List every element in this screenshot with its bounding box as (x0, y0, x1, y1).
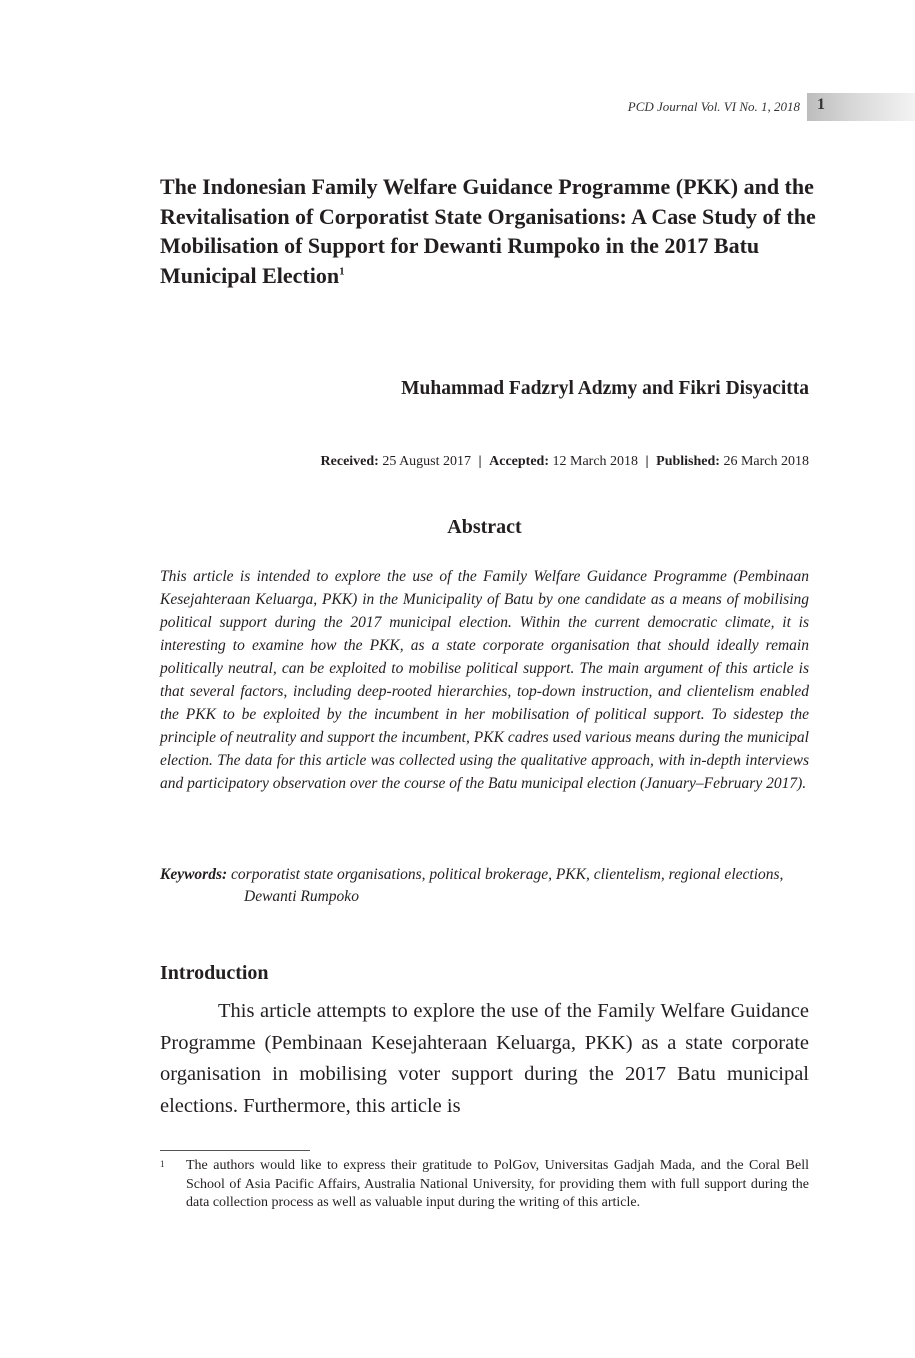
introduction-heading: Introduction (160, 962, 269, 984)
received-date: 25 August 2017 (382, 454, 472, 469)
footnote-text: The authors would like to express their gratitude to PolGov, Universitas Gadjah Mada, and the Coral Bell School of Asia Pacific Affairs, Australia National University, for providing them with full support during the data collection process as well as valuable input during the writing of this article. (186, 1158, 809, 1210)
article-title-text: The Indonesian Family Welfare Guidance Programme (PKK) and the Revitalisation of Corporatist State Organisations: A Case Study of the Mobilisation of Support for Dewanti Rumpoko in the 2017 Batu Municipal Election (160, 174, 816, 288)
abstract-heading: Abstract (447, 516, 522, 538)
running-head: PCD Journal Vol. VI No. 1, 2018 (627, 99, 800, 114)
footnote (160, 1157, 809, 1213)
keywords-label: Keywords: (160, 866, 228, 883)
abstract-text: This article is intended to explore the use of the Family Welfare Guidance Programme (Pembinaan Kesejahteraan Keluarga, PKK) in the Municipality of Batu by one candidate as a means of mobilising political support during the 2017 municipal election. Within the current democratic climate, it is interesting to examine how the PKK, as a state corporate organisation that should ideally remain politically neutral, can be exploited to mobilise political support. The main argument of this article is that several factors, including deep-rooted hierarchies, top-down instruction, and clientelism enabled the PKK to be exploited by the incumbent in her mobilisation of political support. To sidestep the principle of neutrality and support the incumbent, PKK cadres used various means during the municipal election. The data for this article was collected using the qualitative approach, with in-depth interviews and participatory observation over the course of the Batu municipal election (January–February 2017). (160, 568, 809, 792)
date-separator: | (645, 454, 649, 469)
published-label: Published: (656, 454, 720, 469)
page-number-tab (807, 93, 915, 121)
footnote-mark: 1 (160, 1159, 165, 1169)
received-label: Received: (320, 454, 379, 469)
authors: Muhammad Fadzryl Adzmy and Fikri Disyacitta (401, 378, 809, 399)
publication-dates (321, 454, 809, 470)
date-separator: | (478, 454, 482, 469)
accepted-date: 12 March 2018 (552, 454, 639, 469)
introduction-text: This article attempts to explore the use of the Family Welfare Guidance Programme (Pembinaan Kesejahteraan Keluarga, PKK) as a state corporate organisation in mobilising voter support during the 2017 Batu municipal elections. Furthermore, this article is (160, 1000, 809, 1117)
published-date: 26 March 2018 (723, 454, 809, 469)
page-number: 1 (817, 96, 825, 113)
footnote-divider (160, 1150, 310, 1151)
accepted-label: Accepted: (489, 454, 549, 469)
keywords-text: corporatist state organisations, political brokerage, PKK, clientelism, regional elections, Dewanti Rumpoko (231, 866, 784, 905)
title-footnote-mark[interactable]: 1 (339, 265, 345, 278)
keywords (160, 864, 809, 908)
article-title (160, 172, 820, 290)
